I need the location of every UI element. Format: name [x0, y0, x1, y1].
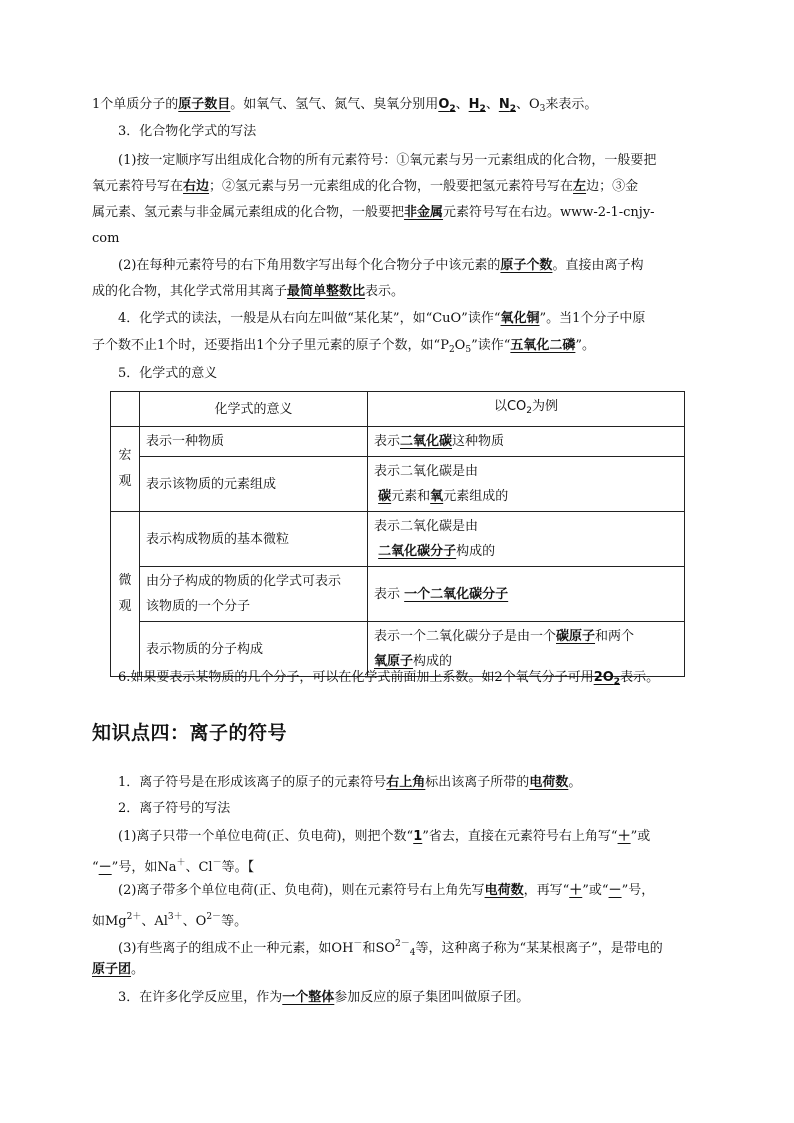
blank-answer: 一个二氧化碳分子 [404, 586, 509, 602]
section-title: 3．化合物化学式的写法 [118, 124, 257, 139]
paragraph-line: (2)离子带多个单位电荷(正、负电荷)，则在元素符号右上角先写电荷数，再写“＋”或“－”号， [118, 883, 655, 898]
table-header: 化学式的意义 [140, 392, 368, 427]
blank-answer: $2O_2$ [593, 670, 621, 687]
blank-answer: 1 [413, 829, 423, 844]
blank-answer: 左 [573, 179, 587, 194]
paragraph-line: (1)离子只带一个单位电荷(正、负电荷)，则把个数“1”省去，直接在元素符号右上角写“＋”或 [118, 829, 651, 844]
paragraph-line: 6.如果要表示某物质的几个分子，可以在化学式前面加上系数。如2个氧气分子可用$2O_2$表示。 [118, 670, 660, 687]
blank-answer: 原子数目 [178, 97, 231, 112]
section-title: 5．化学式的意义 [118, 366, 218, 381]
blank-answer: ＋ [569, 883, 583, 898]
blank-answer: 二氧化碳 [400, 434, 453, 449]
blank-answer: 原子团 [92, 962, 132, 977]
micro-label: 微 观 [111, 512, 140, 677]
blank-answer: － [98, 860, 112, 875]
blank-answer: 碳原子 [556, 629, 596, 644]
formula-meaning-table [110, 391, 685, 677]
blank-answer: 一个整体 [282, 990, 335, 1005]
table-header: 以$CO_2$为例 [368, 392, 685, 427]
paragraph-line: com [92, 231, 120, 246]
paragraph-line: (1)按一定顺序写出组成化合物的所有元素符号：①氧元素与另一元素组成的化合物，一般要把 [118, 153, 657, 168]
section-heading: 知识点四：离子的符号 [92, 722, 288, 744]
paragraph-line: 3．在许多化学反应里，作为一个整体参加反应的原子集团叫做原子团。 [118, 990, 530, 1005]
paragraph-line: 1．离子符号是在形成该离子的原子的元素符号右上角标出该离子所带的电荷数。 [118, 775, 582, 790]
paragraph-line: 原子团。 [92, 962, 145, 977]
blank-answer: $O_2$ [438, 97, 456, 114]
paragraph-line: (3)有些离子的组成不止一种元素，如OH－和$SO^{2-}_4$等，这种离子称为“某某根离子”，是带电的 [118, 939, 663, 958]
blank-answer: 原子个数 [500, 258, 553, 273]
blank-answer: 非金属 [404, 205, 444, 220]
paragraph-line: 4．化学式的读法，一般是从右向左叫做“某化某”，如“CuO”读作“氧化铜”。当1个分子中原 [118, 311, 646, 326]
paragraph-line: 子个数不止1个时，还要指出1个分子里元素的原子个数，如“$P_2O_5$”读作“五氧化二磷”。 [92, 338, 596, 355]
blank-answer: 五氧化二磷 [510, 338, 576, 353]
table-header-row [111, 392, 685, 427]
blank-answer: 右边 [183, 179, 210, 194]
blank-answer: 氧原子 [374, 654, 414, 669]
blank-answer: 氧 [430, 489, 444, 504]
para-elemental-molecule: 1个单质分子的原子数目。如氧气、氢气、氮气、臭氧分别用$O_2$、$H_2$、$N_2$、$O_3$来表示。 [92, 97, 598, 114]
blank-answer: $N_2$ [498, 97, 516, 114]
paragraph-line: “－”号，如Na＋、Cl－等。【 [92, 858, 255, 875]
table-row: 表示该物质的元素组成 表示二氧化碳是由 碳元素和氧元素组成的 [111, 457, 685, 512]
blank-answer: 电荷数 [529, 775, 569, 790]
table-row: 宏 观 表示一种物质 表示二氧化碳这种物质 [111, 427, 685, 457]
paragraph-line: 如$Mg^{2+}$、$Al^{3+}$、$O^{2-}$等。 [92, 912, 248, 929]
table-row: 表示物质的分子构成 表示一个二氧化碳分子是由一个碳原子和两个 氧原子构成的 [111, 622, 685, 677]
section-title: 2．离子符号的写法 [118, 801, 231, 816]
blank-answer: 电荷数 [484, 883, 524, 898]
paragraph-line: (2)在每种元素符号的右下角用数字写出每个化合物分子中该元素的原子个数。直接由离子构 [118, 258, 644, 273]
blank-answer: ＋ [617, 829, 631, 844]
blank-answer: $H_2$ [468, 97, 486, 114]
blank-answer: 最简单整数比 [287, 284, 366, 299]
blank-answer: 二氧化碳分子 [378, 544, 457, 559]
macro-label: 宏 观 [111, 427, 140, 512]
table-row: 由分子构成的物质的化学式可表示 该物质的一个分子 表示 一个二氧化碳分子 [111, 567, 685, 622]
blank-answer: 右上角 [386, 775, 426, 790]
blank-answer: 碳 [378, 489, 392, 504]
blank-answer: 氧化铜 [500, 311, 540, 326]
paragraph-line: 氧元素符号写在右边；②氢元素与另一元素组成的化合物，一般要把氢元素符号写在左边；③金 [92, 179, 639, 194]
blank-answer: － [608, 883, 622, 898]
paragraph-line: 属元素、氢元素与非金属元素组成的化合物，一般要把非金属元素符号写在右边。www-2-1-cnjy- [92, 205, 655, 220]
paragraph-line: 成的化合物，其化学式常用其离子最简单整数比表示。 [92, 284, 405, 299]
table-row: 微 观 表示构成物质的基本微粒 表示二氧化碳是由 二氧化碳分子构成的 [111, 512, 685, 567]
